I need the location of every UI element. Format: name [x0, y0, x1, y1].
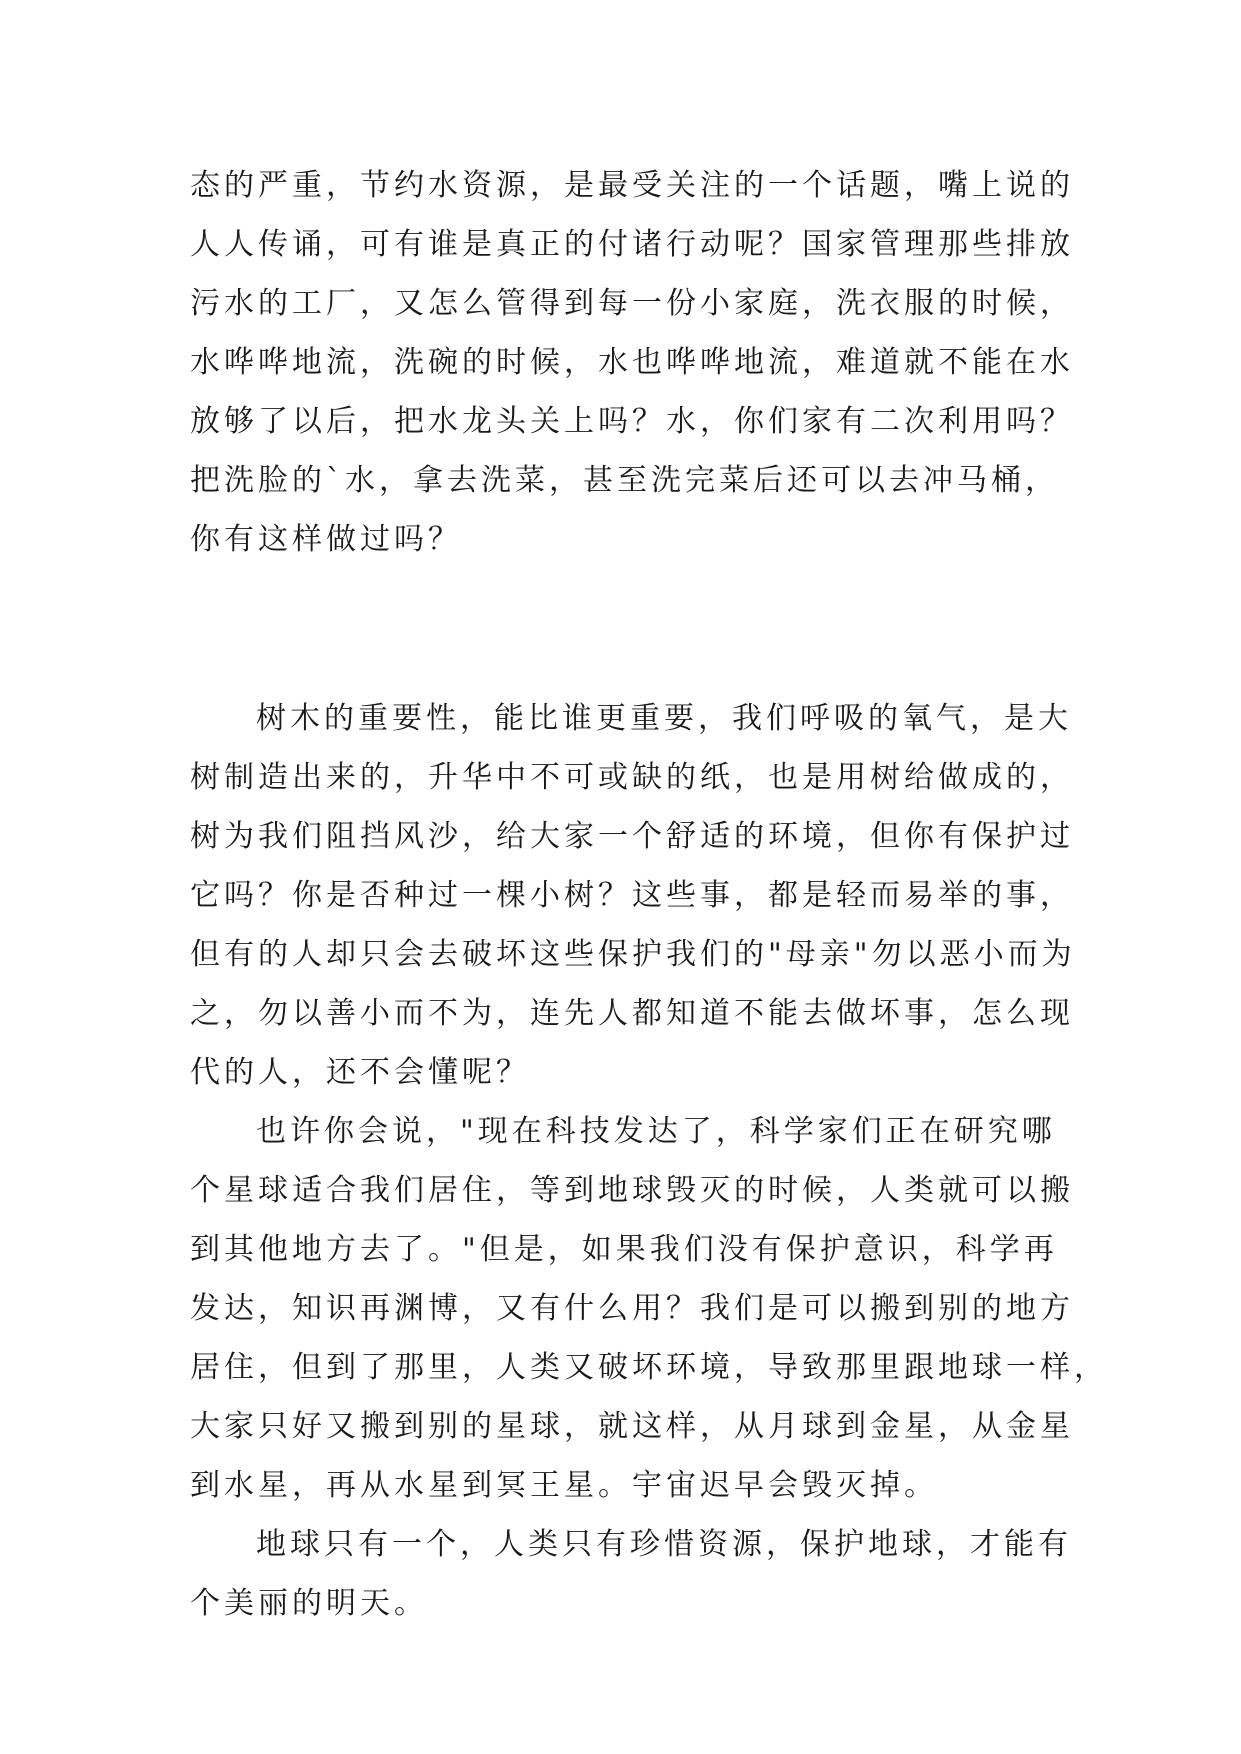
paragraph: [190, 1102, 1108, 1515]
text-line: 但有的人却只会去破坏这些保护我们的"母亲"勿以恶小而为: [190, 937, 1076, 972]
text-line: 居住，但到了那里，人类又破坏环境，导致那里跟地球一样，: [190, 1350, 1108, 1385]
text-line: 你有这样做过吗？: [190, 522, 462, 557]
text-line: 污水的工厂，又怎么管得到每一份小家庭，洗衣服的时候，: [190, 286, 1074, 321]
text-line: 也许你会说，"现在科技发达了，科学家们正在研究哪: [256, 1114, 1056, 1149]
text-line: 它吗？你是否种过一棵小树？这些事，都是轻而易举的事，: [190, 878, 1074, 913]
text-line: 个星球适合我们居住，等到地球毁灭的时候，人类就可以搬: [190, 1173, 1074, 1208]
paragraph: [190, 1515, 1080, 1633]
text-line: 之，勿以善小而不为，连先人都知道不能去做坏事，怎么现: [190, 996, 1074, 1031]
text-line: 树制造出来的，升华中不可或缺的纸，也是用树给做成的，: [190, 760, 1074, 795]
document-body: [190, 156, 1108, 1633]
text-line: 到水星，再从水星到冥王星。宇宙迟早会毁灭掉。: [190, 1468, 938, 1503]
text-line: 放够了以后，把水龙头关上吗？水，你们家有二次利用吗？: [190, 404, 1074, 439]
text-line: 人人传诵，可有谁是真正的付诸行动呢？国家管理那些排放: [190, 227, 1074, 262]
text-line: 水哗哗地流，洗碗的时候，水也哗哗地流，难道就不能在水: [190, 345, 1074, 380]
text-line: 树为我们阻挡风沙，给大家一个舒适的环境，但你有保护过: [190, 819, 1074, 854]
text-line: 把洗脸的`水，拿去洗菜，甚至洗完菜后还可以去冲马桶，: [190, 463, 1059, 498]
text-line: 个美丽的明天。: [190, 1586, 428, 1621]
text-line: 发达，知识再渊博，又有什么用？我们是可以搬到别的地方: [190, 1291, 1074, 1326]
text-line: 到其他地方去了。"但是，如果我们没有保护意识，科学再: [190, 1232, 1058, 1267]
paragraph: [190, 689, 1080, 1102]
paragraph-spacer: [190, 569, 1080, 689]
text-line: 大家只好又搬到别的星球，就这样，从月球到金星，从金星: [190, 1409, 1074, 1444]
text-line: 代的人，还不会懂呢？: [190, 1055, 530, 1090]
text-line: 地球只有一个，人类只有珍惜资源，保护地球，才能有: [256, 1527, 1072, 1562]
text-line: 树木的重要性，能比谁更重要，我们呼吸的氧气，是大: [256, 701, 1072, 736]
text-line: 态的严重，节约水资源，是最受关注的一个话题，嘴上说的: [190, 168, 1074, 203]
paragraph: [190, 156, 1080, 569]
